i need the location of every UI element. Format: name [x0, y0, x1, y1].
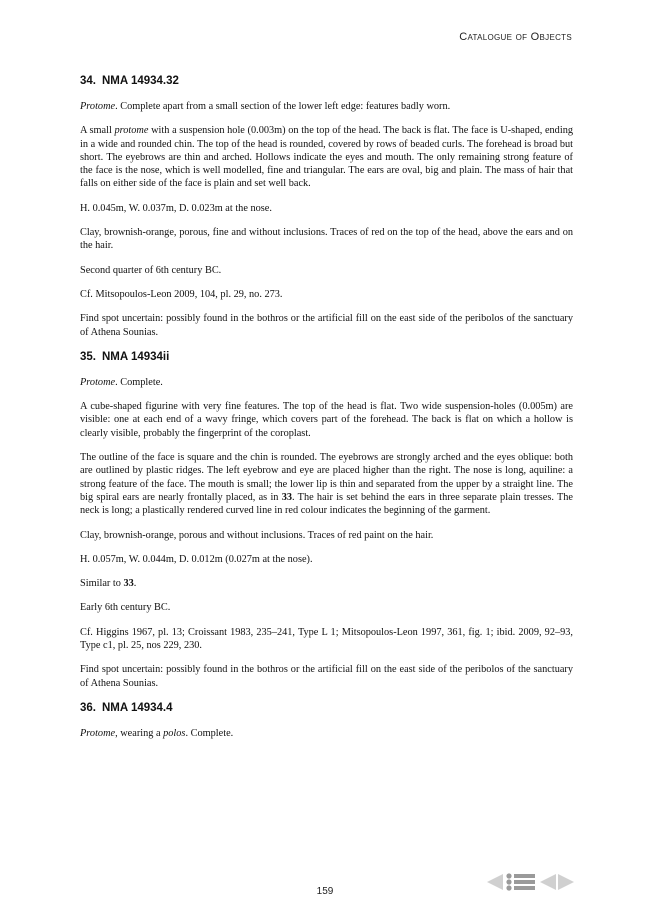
text-run: polos: [163, 727, 186, 739]
entry-heading: [80, 350, 573, 365]
text-run: Find spot uncertain: possibly found in the bothros or the artificial fill on the east side of the peribolos of the sanctuary of Athena Sounias.: [80, 313, 573, 338]
entry-paragraph: [80, 400, 573, 440]
entry-number: 34.: [80, 75, 96, 87]
text-run: Protome: [80, 101, 116, 112]
entry-paragraph: [80, 264, 573, 277]
entry-paragraph: [80, 601, 573, 614]
entry-heading: [80, 74, 573, 89]
text-run: . The hair is set behind the ears in three separate plain tresses. The neck is long; a plastically rendered curved line in red colour indicates the beginning of the garment.: [80, 491, 574, 517]
entry-paragraph: [80, 626, 573, 653]
text-run: H. 0.057m, W. 0.044m, D. 0.012m (0.027m at the nose).: [80, 553, 313, 565]
entry-inventory-id: NMA 14934.32: [102, 75, 179, 87]
text-run: Clay, brownish-orange, porous, fine and without inclusions. Traces of red on the top of the head, above the ears and on the hair.: [80, 227, 573, 252]
text-run: . Complete.: [115, 376, 163, 388]
text-run: Cf. Mitsopoulos-Leon 2009, 104, pl. 29, no. 273.: [80, 288, 283, 300]
text-run: protome: [114, 125, 149, 137]
text-run: .: [133, 578, 137, 590]
text-run: H. 0.045m, W. 0.037m, D. 0.023m at the nose.: [80, 202, 272, 214]
text-run: Similar to: [80, 578, 124, 590]
text-run: Cf. Higgins 1967, pl. 13; Croissant 1983, 235–241, Type L 1; Mitsopoulos-Leon 1997, 361, fig. 1; ibid. 2009, 92–93, Type c1, pl. 25, nos 229, 230.: [80, 626, 573, 652]
entry-inventory-id: NMA 14934.4: [102, 701, 173, 714]
entry-paragraph: [80, 663, 573, 690]
running-head: Catalogue of Objects: [459, 31, 572, 43]
entry-paragraph: [80, 529, 573, 542]
first-page-icon[interactable]: [484, 872, 504, 892]
entry-paragraph: [80, 553, 573, 566]
text-run: . Complete.: [185, 727, 234, 739]
contents-icon[interactable]: [504, 872, 538, 892]
page-navigation: [484, 872, 576, 892]
page-number: 159: [316, 886, 334, 897]
entry-paragraph: [80, 577, 573, 590]
text-run: Protome: [80, 727, 116, 739]
entry-number: 35.: [80, 350, 96, 363]
text-run: Early 6th century BC.: [80, 602, 171, 614]
entry-number: 36.: [80, 701, 96, 714]
entry-heading: [80, 701, 573, 716]
entry-paragraph: [80, 100, 573, 113]
next-page-icon[interactable]: [557, 872, 576, 892]
catalogue-content: [80, 74, 573, 751]
entry-inventory-id: NMA 14934ii: [102, 350, 170, 363]
text-run: The outline of the face is square and the chin is rounded. The eyebrows are strongly arched and the eyes oblique: both are outlined by plastic ridges. The left eyebrow and eye are placed higher than the right. The nose is long, aquiline: a strong feature of the face. The mouth is small; the lower lip is thin and separated from the upper by a straight line. The big spiral ears are nearly frontally placed, as in: [80, 452, 573, 503]
text-run: with a suspension hole (0.003m) on the top of the head. The back is flat. The face is U-shaped, ending in a wide and rounded chin. The top of the head is rounded, covered by rows of beaded curls. The forehead is broad but short. The eyebrows are thin and arched. Hollows indicate the eyes and mouth. The only remaining strong feature of the face is the nose, which is well modelled, fine and triangular. The ears are oval, big and plain. The mass of hair that falls on either side of the face is plain and set well back.: [80, 125, 573, 190]
text-run: Clay, brownish-orange, porous and without inclusions. Traces of red paint on the hair.: [80, 529, 434, 541]
cross-reference: 33: [281, 491, 293, 503]
entry-paragraph: [80, 376, 573, 389]
text-run: Protome: [80, 376, 116, 388]
text-run: , wearing a: [115, 727, 164, 739]
text-run: A cube-shaped figurine with very fine features. The top of the head is flat. Two wide suspension-holes (0.005m) are visible: one at each end of a wavy fringe, which covers part of the forehead. The back is flat on which a hollow is clearly visible, probably the fingerprint of the coroplast.: [80, 401, 573, 439]
entry-paragraph: [80, 202, 573, 215]
entry-paragraph: [80, 451, 573, 517]
previous-page-icon[interactable]: [538, 872, 557, 892]
text-run: . Complete apart from a small section of the lower left edge: features badly worn.: [115, 101, 451, 112]
cross-reference: 33: [123, 578, 134, 590]
entry-paragraph: [80, 226, 573, 253]
entry-paragraph: [80, 288, 573, 301]
text-run: Second quarter of 6th century BC.: [80, 264, 222, 276]
entry-paragraph: [80, 312, 573, 339]
text-run: Find spot uncertain: possibly found in the bothros or the artificial fill on the east side of the peribolos of the sanctuary of Athena Sounias.: [80, 664, 573, 689]
entry-paragraph: [80, 727, 573, 740]
entry-paragraph: [80, 124, 573, 190]
text-run: A small: [80, 125, 115, 137]
